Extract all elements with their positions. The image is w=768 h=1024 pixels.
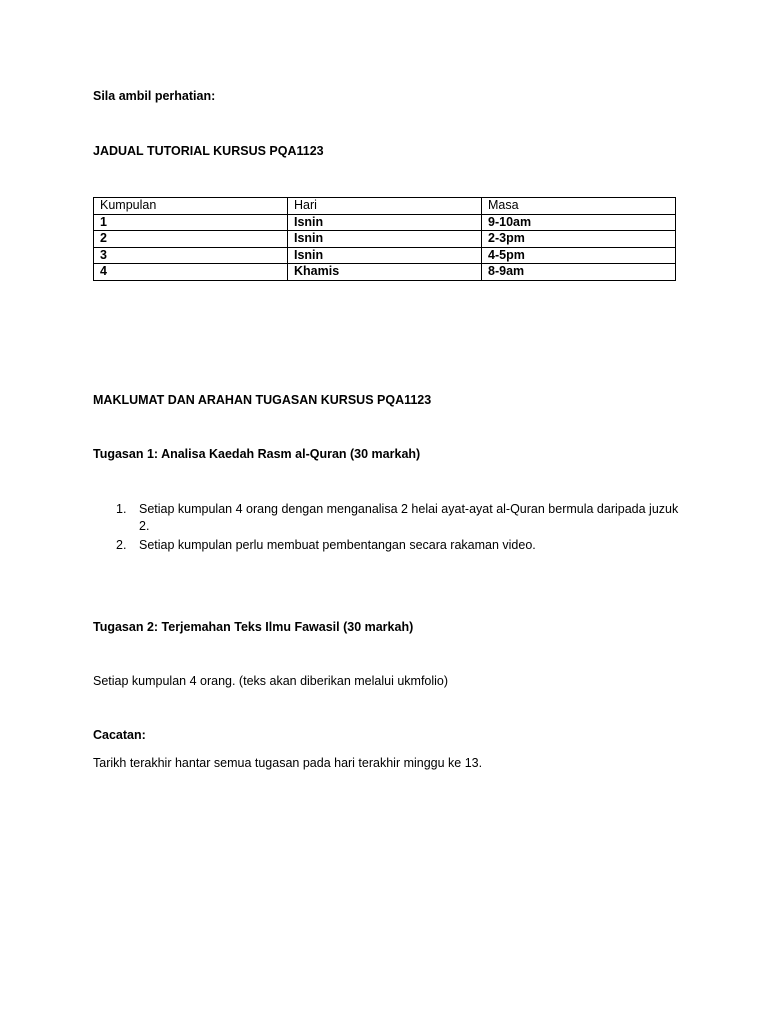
cell-masa: 4-5pm [482, 247, 676, 264]
note-body: Tarikh terakhir hantar semua tugasan pada hari terakhir minggu ke 13. [93, 756, 483, 770]
table-header-row [94, 198, 676, 215]
schedule-table [93, 197, 676, 281]
table-row [94, 264, 676, 281]
schedule-title: JADUAL TUTORIAL KURSUS PQA1123 [93, 144, 324, 158]
list-item [93, 537, 683, 554]
table-row [94, 214, 676, 231]
task2-body: Setiap kumpulan 4 orang. (teks akan diberikan melalui ukmfolio) [93, 674, 449, 688]
cell-hari: Isnin [288, 231, 482, 248]
column-header-masa: Masa [482, 198, 676, 215]
cell-hari: Isnin [288, 247, 482, 264]
list-item [93, 501, 683, 535]
table-row [94, 247, 676, 264]
cell-kumpulan: 3 [94, 247, 288, 264]
list-item-text: Setiap kumpulan perlu membuat pembentangan secara rakaman video. [139, 538, 536, 552]
cell-kumpulan: 4 [94, 264, 288, 281]
cell-kumpulan: 2 [94, 231, 288, 248]
assignments-title: MAKLUMAT DAN ARAHAN TUGASAN KURSUS PQA1123 [93, 393, 432, 407]
list-item-number: 2. [116, 538, 127, 552]
cell-hari: Isnin [288, 214, 482, 231]
task1-list [93, 501, 683, 556]
cell-kumpulan: 1 [94, 214, 288, 231]
notice-heading: Sila ambil perhatian: [93, 89, 216, 103]
note-heading: Cacatan: [93, 728, 146, 742]
list-item-number: 1. [116, 502, 127, 516]
cell-masa: 9-10am [482, 214, 676, 231]
cell-masa: 2-3pm [482, 231, 676, 248]
list-item-text: Setiap kumpulan 4 orang dengan menganalisa 2 helai ayat-ayat al-Quran bermula daripada juzuk 2. [139, 502, 679, 533]
cell-hari: Khamis [288, 264, 482, 281]
task1-heading: Tugasan 1: Analisa Kaedah Rasm al-Quran (30 markah) [93, 447, 421, 461]
cell-masa: 8-9am [482, 264, 676, 281]
column-header-hari: Hari [288, 198, 482, 215]
task2-heading: Tugasan 2: Terjemahan Teks Ilmu Fawasil (30 markah) [93, 620, 414, 634]
table-row [94, 231, 676, 248]
column-header-kumpulan: Kumpulan [94, 198, 288, 215]
